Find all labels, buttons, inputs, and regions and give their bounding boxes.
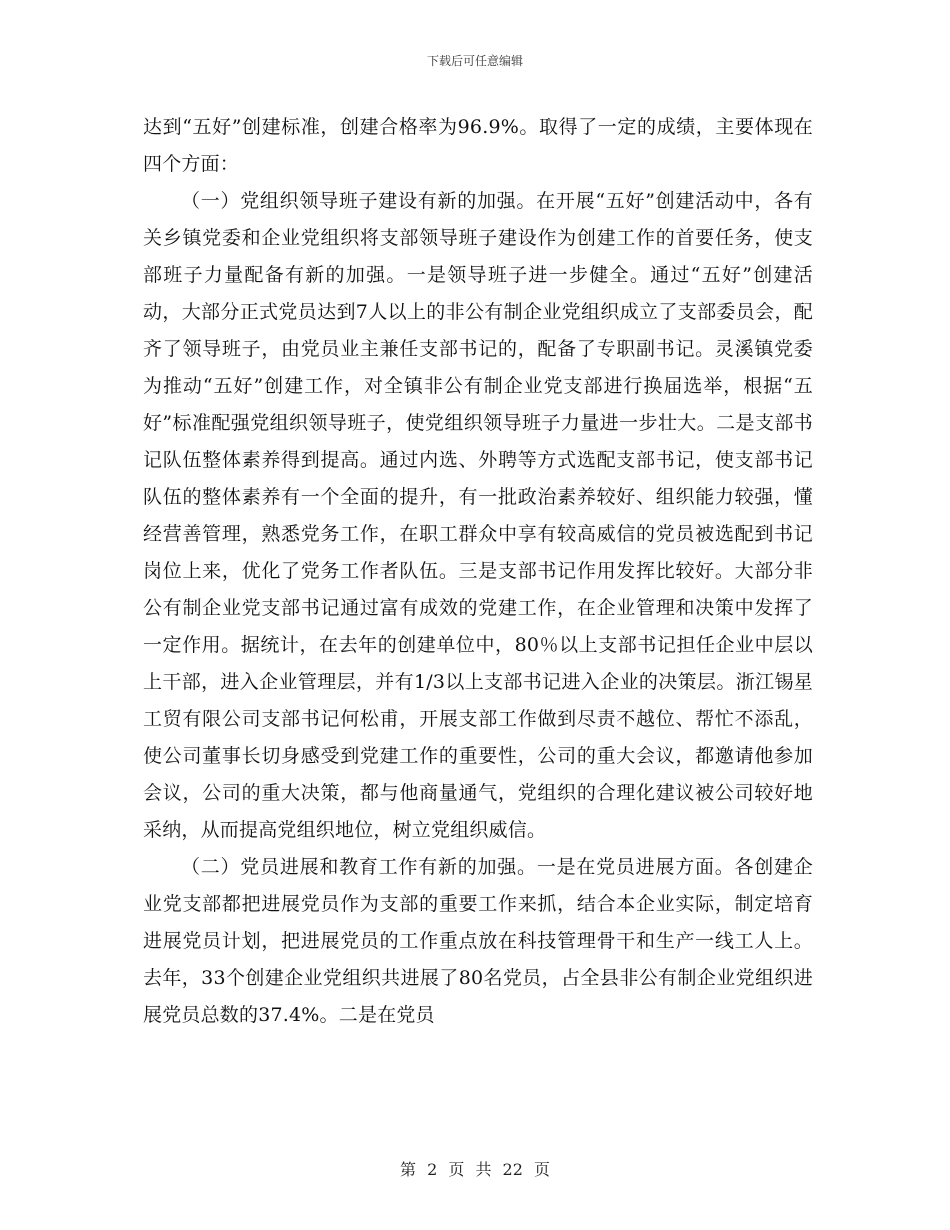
page-header: 下载后可任意编辑 [426,54,523,68]
paragraph-section-one: （一）党组织领导班子建设有新的加强。在开展“五好”创建活动中，各有关乡镇党委和企业党组织将支部领导班子建设作为创建工作的首要任务，使支部班子力量配备有新的加强。一是领导班子进一步健全。通过“五好”创建活动，大部分正式党员达到7人以上的非公有制企业党组织成立了支部委员会，配齐了领导班子，由党员业主兼任支部书记的，配备了专职副书记。灵溪镇党委为推动“五好”创建工作，对全镇非公有制企业党支部进行换届选举，根据“五好”标准配强党组织领导班子，使党组织领导班子力量进一步壮大。二是支部书记队伍整体素养得到提高。通过内选、外聘等方式选配支部书记，使支部书记队伍的整体素养有一个全面的提升，有一批政治素养较好、组织能力较强，懂经营善管理，熟悉党务工作，在职工群众中享有较高威信的党员被选配到书记岗位上来，优化了党务工作者队伍。三是支部书记作用发挥比较好。大部分非公有制企业党支部书记通过富有成效的党建工作，在企业管理和决策中发挥了一定作用。据统计，在去年的创建单位中，80％以上支部书记担任企业中层以上干部，进入企业管理层，并有1/3以上支部书记进入企业的决策层。浙江锡星工贸有限公司支部书记何松甫，开展支部工作做到尽责不越位、帮忙不添乱，使公司董事长切身感受到党建工作的重要性，公司的重大会议，都邀请他参加会议，公司的重大决策，都与他商量通气，党组织的合理化建议被公司较好地采纳，从而提高党组织地位，树立党组织威信。 [143,190,813,841]
page-footer: 第 2 页 共 22 页 [400,1160,550,1179]
document-body [143,109,813,1034]
paragraph-section-two: （二）党员进展和教育工作有新的加强。一是在党员进展方面。各创建企业党支部都把进展党员作为支部的重要工作来抓，结合本企业实际，制定培育进展党员计划，把进展党员的工作重点放在科技管理骨干和生产一线工人上。去年，33个创建企业党组织共进展了80名党员，占全县非公有制企业党组织进展党员总数的37.4%。二是在党员 [143,856,813,1026]
paragraph-continuation: 达到“五好”创建标准，创建合格率为96.9%。取得了一定的成绩，主要体现在四个方面： [143,116,813,175]
